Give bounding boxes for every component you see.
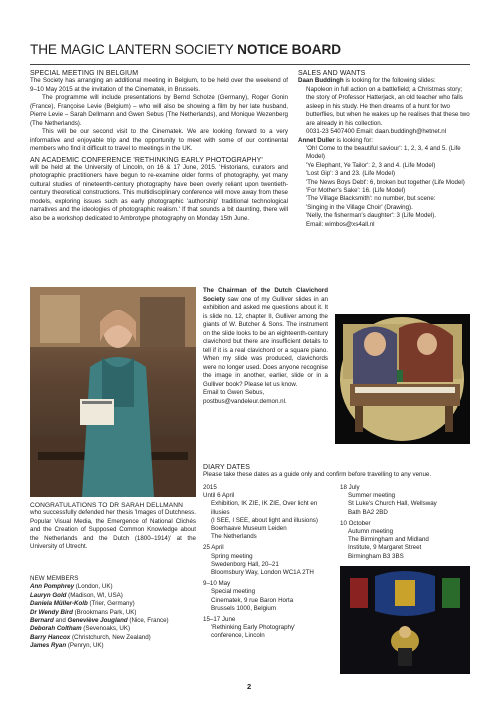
diary-line: Institute, 9 Margaret Street — [348, 544, 422, 552]
diary-line: Cinematek, 9 rue Baron Horta — [211, 596, 294, 604]
congrats-section — [30, 502, 196, 552]
special-meeting-p3: This will be our second visit to the Cinematek. We are looking forward to a very informative and enjoyable trip and the opportunity to meet with some of our continental members who find it difficult to travel to meetings in the UK. — [30, 128, 288, 152]
diary-line: Summer meeting — [348, 492, 396, 500]
header-rule — [30, 64, 470, 65]
congrats-heading: CONGRATULATIONS TO DR SARAH DELLMANN — [30, 502, 183, 509]
clavichord-text: The Chairman of the Dutch Clavichord Society saw one of my Gulliver slides in an exhibition and asked me questions about it. It is slide no. 12, chapter II, Gulliver among the giants of W. Butcher & Sons. The instrument on the slide looks to be an eighteenth-century clavichord but there are insufficient details to tell if it is a real clavichord or a square piano. When my slide was produced, clavichords were no longer used. Does anyone recognise the image in another, earlier, slide or in a Gulliver book? Please let us know. — [203, 287, 328, 388]
member-entry: Deborah Coltham (Sevenoaks, UK) — [30, 625, 131, 633]
annet-request: Annet Duller is looking for: — [298, 136, 373, 144]
lantern-slide-dark-image — [340, 566, 470, 674]
new-members-heading: NEW MEMBERS — [30, 575, 79, 582]
annet-item: 'Nelly, the fisherman's daughter': 3 (Life Model). — [306, 212, 436, 220]
page-number: 2 — [247, 682, 252, 691]
diary-line: St Luke's Church Hall, Wellsway — [348, 500, 437, 508]
diary-date: 18 July — [340, 484, 360, 491]
annet-item: 'For Mother's Sake': 16. (Life Model) — [306, 187, 406, 195]
conference-text: will be held at the University of Lincoln, on 16 & 17 June, 2015. 'Historians, curators and photographic practitioners have begun to re-examine older forms of photography, yet many cultural studies of nineteenth-century photography have been overly reliant upon twentieth-century theoretical constructions. This multidisciplinary conference will move away from these models, exploring issues such as early photographic 'authorship' traditional technological narratives and the ideologies of photographic realism.' If that sounds a bit daunting, there will also be a workshop dedicated to Ambrotype photography on Monday 15th June. — [30, 163, 288, 222]
member-entry: James Ryan (Penryn, UK) — [30, 642, 104, 650]
diary-line: The Birmingham and Midland — [348, 536, 429, 544]
annet-item: 'Singing in the Village Choir' (Drawing). — [306, 203, 413, 211]
annet-item: 'The News Boys Debt': 6, broken but together (Life Model) — [306, 178, 465, 186]
special-meeting-p1: The Society has arranging an additional meeting in Belgium, to be held over the weekend of 9–10 May 2015 at the invitation of the Cinematek, in Brussels. — [30, 77, 288, 93]
diary-section — [203, 464, 471, 480]
clavichord-lead: The Chairman of the Dutch Clavichord Society — [203, 287, 328, 303]
diary-line: The Netherlands — [211, 533, 257, 541]
diary-line: Spring meeting — [211, 552, 253, 560]
diary-date: Until 6 April — [203, 492, 235, 500]
diary-line: Birmingham B3 3BS — [348, 552, 404, 560]
member-entry: Dr Wendy Bird (Brookmans Park, UK) — [30, 608, 137, 616]
clavichord-column — [203, 287, 328, 406]
daan-contact: 0031-23 5407400 Email: daan.buddingh@hetnet.nl — [306, 128, 447, 135]
daan-name: Daan Buddingh — [298, 77, 344, 84]
left-top-column — [30, 70, 288, 223]
photo-illustration — [30, 287, 196, 497]
diary-line: Bath BA2 2BD — [348, 508, 388, 516]
member-entry: Lauryn Gold (Madison, WI, USA) — [30, 591, 123, 599]
diary-line: (I SEE, I SEE, about light and illusions) — [211, 516, 318, 524]
diary-date: 9–10 May — [203, 580, 231, 588]
page-header — [30, 42, 341, 57]
member-entry: Daniela Müller-Kolb (Trier, Germany) — [30, 600, 135, 608]
notice-board-title: NOTICE BOARD — [237, 42, 341, 57]
diary-intro: Please take these dates as a guide only and confirm before travelling to any venue. — [203, 471, 432, 478]
diary-date: 10 October — [340, 519, 371, 527]
diary-right — [340, 484, 470, 561]
clavichord-contact-2: postbus@vandeleur.demon.nl. — [203, 397, 287, 405]
annet-item: Email: wimbos@xs4all.nl — [306, 220, 375, 228]
diary-line: Swedenborg Hall, 20–21 — [211, 560, 279, 568]
congrats-text: who successfully defended her thesis 'Images of Dutchness. Popular Visual Media, the Emergence of National Clichés and the Creation of Supposed Common Knowledge about the Netherlands and the Dutch (1800–1914)' at the University of Utrecht. — [30, 509, 196, 550]
gulliver-slide-image — [335, 314, 470, 444]
sales-heading: SALES AND WANTS — [298, 70, 366, 77]
diary-line: Autumn meeting — [348, 528, 394, 536]
diary-line: Boerhaave Museum Leiden — [211, 525, 287, 533]
special-meeting-p2: The programme will include presentations by Bernd Scholze (Germany), Roger Gonin (France), Françoise Levie (Belgium) – who will also be showing a film by her late husband, Pierre Levie – Sarah Dellmann and Gwen Sebus (The Netherlands), and Monique Wezenberg (The Netherlands). — [30, 94, 288, 127]
diary-line: Exhibition, IK ZIE, IK ZIE, Over licht en illusies — [211, 500, 318, 516]
annet-item: 'Ye Elephant, Ye Tailor': 2, 3 and 4. (Life Model) — [306, 161, 436, 169]
sales-column — [298, 70, 470, 229]
dellmann-photo — [30, 287, 196, 497]
annet-name: Annet Duller — [298, 136, 335, 144]
society-name: THE MAGIC LANTERN SOCIETY — [30, 42, 234, 57]
member-entry: Ann Pomphrey (London, UK) — [30, 583, 113, 591]
annet-items — [298, 145, 470, 229]
special-meeting-heading: SPECIAL MEETING IN BELGIUM — [30, 70, 139, 77]
diary-line: 'Rethinking Early Photography' — [211, 624, 296, 632]
diary-left — [203, 484, 333, 641]
diary-date: 15–17 June — [203, 616, 236, 624]
diary-line: conference, Lincoln — [211, 632, 265, 640]
diary-year: 2015 — [203, 484, 217, 491]
diary-line: Bloomsbury Way, London WC1A 2TH — [211, 569, 314, 577]
slide-illustration — [335, 314, 470, 444]
new-members-section — [30, 575, 196, 651]
annet-item: 'The Village Blacksmith': no number, but scene: — [306, 195, 436, 203]
dark-slide-illustration — [340, 566, 470, 674]
annet-item: 'Oh! Come to the beautiful saviour': 1, 2, 3, 4 and 5. (Life Model) — [306, 145, 461, 161]
diary-line: Special meeting — [211, 588, 256, 596]
clavichord-contact-1: Email to Gwen Sebus, — [203, 389, 265, 396]
member-entry: Barry Hancox (Christchurch, New Zealand) — [30, 633, 151, 641]
conference-heading: AN ACADEMIC CONFERENCE 'RETHINKING EARLY PHOTOGRAPHY' — [30, 156, 263, 164]
member-entry: Bernard and Geneviève Jougland (Nice, France) — [30, 617, 169, 625]
diary-heading: DIARY DATES — [203, 464, 251, 471]
daan-items: Napoleon in full action on a battlefield; a Christmas story; the story of Professor Hatterjack, an old teacher who falls asleep in his study. He then dreams of a hunt for two butterflies, but when he wakes up he realises that these two are already in his collection. — [306, 85, 470, 127]
annet-item: 'Lost Gip': 3 and 23. (Life Model) — [306, 170, 396, 178]
diary-line: Brussels 1000, Belgium — [211, 604, 277, 612]
daan-request: Daan Buddingh is looking for the following slides: — [298, 77, 436, 84]
diary-date: 25 April — [203, 544, 224, 552]
